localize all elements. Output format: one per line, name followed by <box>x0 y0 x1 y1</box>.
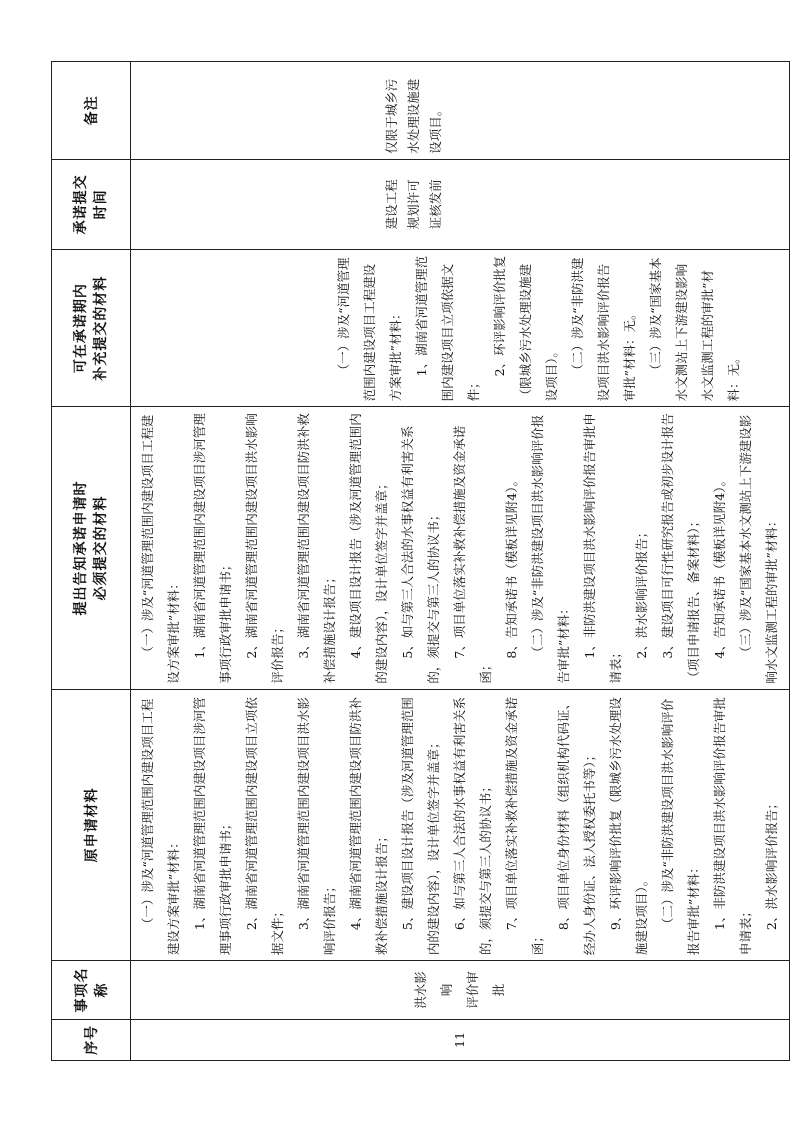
submit-time-line3: 证核发前 <box>428 179 443 230</box>
submit-time-line1: 建设工程 <box>384 179 399 230</box>
header-notice-line1: 提出告知承诺申请时 <box>73 480 89 616</box>
original-item: 7、项目单位落实补救补偿措施及资金承诺函； <box>504 697 545 956</box>
notice-item: 3、湖南省河道管理范围内建设项目防洪补救补偿措施设计报告； <box>296 413 337 684</box>
notice-item: 2、湖南省河道管理范围内建设项目洪水影响评价报告； <box>244 413 285 684</box>
row-name-line2: 评价审批 <box>465 971 506 1009</box>
original-item: 6、如与第三人合法的水事权益有利害关系的，须提交与第三人的协议书； <box>452 697 493 956</box>
notice-item: 1、湖南省河道管理范围内建设项目涉河管理事项行政审批申请书； <box>192 413 233 684</box>
notice-item: 4、建设项目设计报告（涉及河道管理范围内的建设内容），设计单位签字并盖章； <box>348 413 389 684</box>
original-item: （二）涉及“非防洪建设项目洪水影响评价报告审批”材料： <box>660 698 701 956</box>
original-item: （一）涉及“河道管理范围内建设项目工程建设方案审批”材料： <box>140 698 181 956</box>
original-materials-cell <box>131 689 790 960</box>
notice-item: 3、建设项目可行性研究报告或初步设计报告（项目申请报告、备案材料）； <box>660 413 701 684</box>
original-item: 8、项目单位身份材料（组织机构代码证、经办人身份证、法人授权委托书等）； <box>556 697 597 956</box>
notice-item: （三）涉及“国家基本水文测站上下游建设影响水文监测工程的审批”材料： <box>738 414 779 684</box>
header-notice <box>52 407 131 689</box>
notice-materials-cell <box>131 407 790 689</box>
original-item: 4、湖南省河道管理范围内建设项目防洪补救补偿措施设计报告； <box>348 697 389 956</box>
note-text: 仅限于城乡污水处理设施建设项目。 <box>384 78 443 154</box>
later-item: 2、环评影响评价批复（限城乡污水处理设施建设项目）。 <box>492 255 559 402</box>
submit-time-line2: 规划许可 <box>406 179 421 230</box>
notice-item: （二）涉及“非防洪建设项目洪水影响评价报告审批”材料： <box>530 414 571 684</box>
row-name <box>131 961 790 1020</box>
approval-materials-table <box>51 61 790 1061</box>
notice-item: 4、告知承诺书（模板详见附4）。 <box>712 474 727 659</box>
original-item: 2、湖南省河道管理范围内建设项目立项依据文件； <box>244 697 285 956</box>
later-item: （一）涉及“河道管理范围内建设项目工程建设方案审批”材料： <box>336 257 403 402</box>
header-time <box>52 159 131 249</box>
header-original: 原申请材料 <box>52 689 131 960</box>
notice-item: 7、项目单位落实补救补偿措施及资金承诺函； <box>452 425 493 684</box>
row-name-line1: 洪水影响 <box>413 971 454 1009</box>
original-item: 1、非防洪建设项目洪水影响评价报告审批申请表； <box>712 697 753 956</box>
header-name: 事项名称 <box>52 961 131 1020</box>
row-num: 11 <box>131 1019 790 1060</box>
rotated-document-page <box>51 61 779 1061</box>
notice-item: 2、洪水影响评价报告； <box>634 525 649 659</box>
later-materials-cell <box>131 249 790 406</box>
original-item: 1、湖南省河道管理范围内建设项目涉河管理事项行政审批申请书； <box>192 697 233 956</box>
submit-time-cell <box>131 159 790 249</box>
notice-item: （一）涉及“河道管理范围内建设项目工程建设方案审批”材料： <box>140 414 181 684</box>
later-item: 1、湖南省河道管理范围内建设项目立项依据文件； <box>414 255 481 402</box>
notice-item: 5、如与第三人合法的水事权益有利害关系的，须提交与第三人的协议书； <box>400 425 441 684</box>
notice-item: 1、非防洪建设项目洪水影响评价报告审批申请表； <box>582 413 623 684</box>
original-item: 3、湖南省河道管理范围内建设项目洪水影响评价报告； <box>296 697 337 956</box>
notice-item: 8、告知承诺书（模板详见附4）。 <box>504 474 519 659</box>
later-item: （二）涉及“非防洪建设项目洪水影响评价报告审批”材料：无。 <box>570 257 637 402</box>
header-num: 序号 <box>52 1019 131 1060</box>
header-note: 备注 <box>52 62 131 160</box>
note-cell <box>131 62 790 160</box>
table-row <box>131 62 790 1061</box>
header-notice-line2: 必须提交的材料 <box>93 495 109 601</box>
header-later-line2: 补充提交的材料 <box>93 275 109 381</box>
header-time-line1: 承诺提交 <box>73 174 89 235</box>
header-later-line1: 可在承诺期内 <box>73 283 89 374</box>
header-time-line2: 时间 <box>93 189 109 220</box>
header-later <box>52 249 131 406</box>
original-item: 9、环评影响评价批复（限城乡污水处理设施建设项目）。 <box>608 697 649 956</box>
later-item: （三）涉及“国家基本水文测站上下游建设影响水文监测工程的审批”材料：无。 <box>648 257 741 402</box>
table-header-row <box>52 62 131 1061</box>
original-item: 2、洪水影响评价报告； <box>764 797 779 931</box>
original-item: 5、建设项目设计报告（涉及河道管理范围内的建设内容），设计单位签字并盖章； <box>400 697 441 956</box>
